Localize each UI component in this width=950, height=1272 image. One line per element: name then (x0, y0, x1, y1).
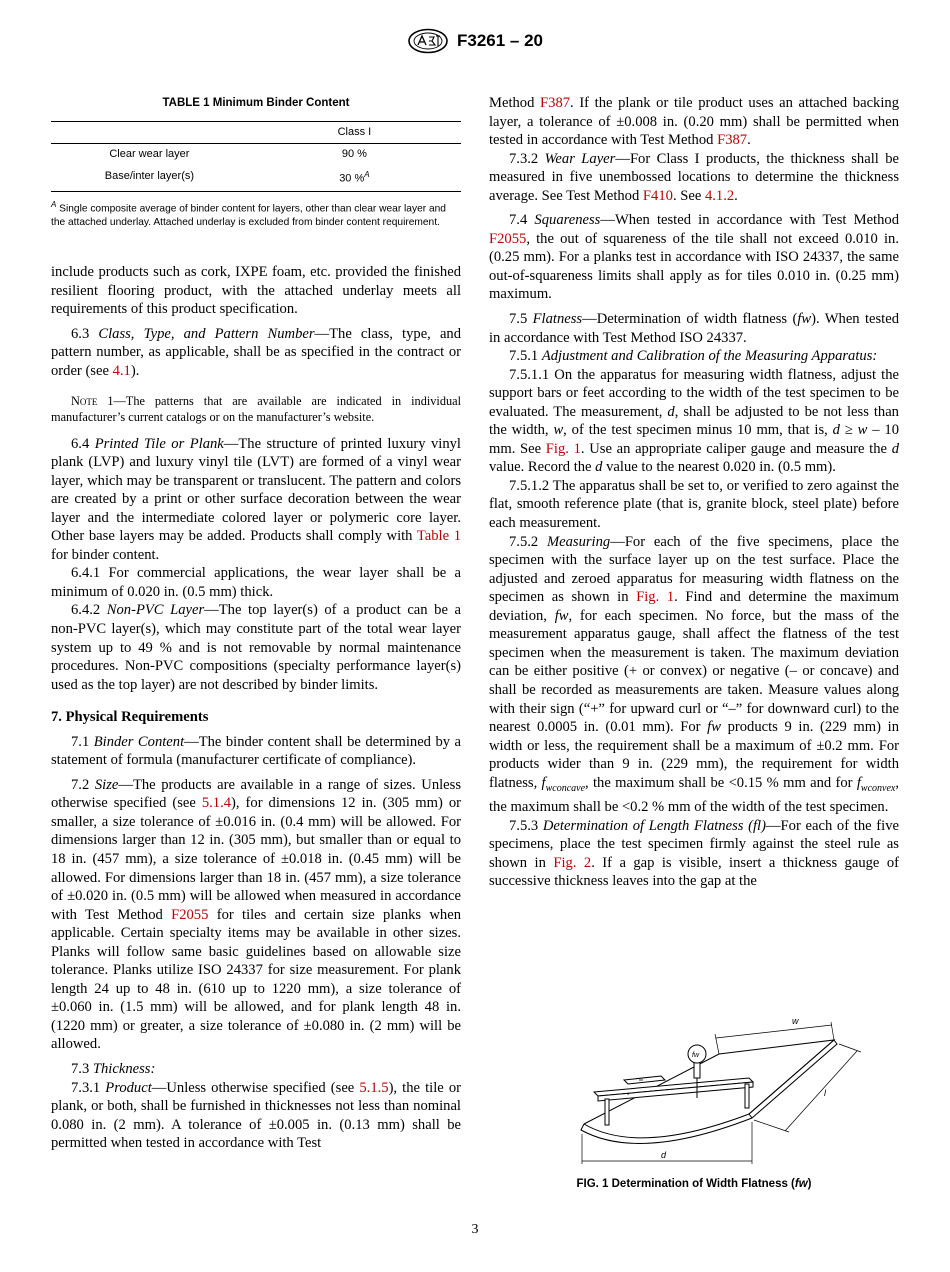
section-7-5-1: 7.5.1 Adjustment and Calibration of the Measuring Apparatus: (509, 348, 878, 365)
section-7-3-1: 7.3.1 Product—Unless otherwise specified (see 5.1.5), the tile or plank, or both, shall be furnished in thicknesses not less than nominal 0.080 in. (2 mm). A tolerance of ±0.005 in. (0.13 mm) shall be permitted when tested in accordance with Test (51, 1079, 461, 1152)
width-flatness-diagram (489, 996, 899, 1176)
section-7-3: 7.3 Thickness: (71, 1061, 156, 1078)
page-number: 3 (471, 1222, 479, 1237)
section-6-3: 6.3 Class, Type, and Pattern Number—The class, type, and pattern number, as applicable, shall be as specified in the contract or order (see 4.1). (51, 325, 462, 379)
binder-table-block (51, 94, 461, 229)
table-header-empty (51, 121, 248, 144)
section-6-4: 6.4 Printed Tile or Plank—The structure of printed luxury vinyl plank (LVP) and luxury vinyl tile (LVT) are formed of a vinyl wear layer, which may be transparent or translucent. The pattern and colors are created by a print or other surface decoration between the wear layer and the intermediate colored layer or polymeric core layer. Other base layers may be added. Products shall comply with Table 1 for binder content. (51, 435, 461, 563)
table-header-class: Class I (248, 121, 461, 144)
paragraph-continuation: Method F387. If the plank or tile product uses an attached backing layer, a tolerance of ±0.008 in. (0.20 mm) shall be permitted when tested in accordance with Test Method F387. (489, 95, 899, 149)
link-fig-1[interactable]: Fig. 1 (545, 440, 581, 457)
link-5-1-4[interactable]: 5.1.4 (201, 795, 232, 812)
page-header (0, 28, 950, 54)
right-column (489, 94, 899, 891)
section-7-5-3: 7.5.3 Determination of Length Flatness (fl)—For each of the five specimens, place the test specimen firmly against the steel rule as shown in Fig. 2. If a gap is visible, insert a thickness gauge of successive thickness leaves into the gap at the (489, 817, 900, 890)
table-title: TABLE 1 Minimum Binder Content (162, 97, 350, 109)
table-row (51, 165, 461, 192)
footnote-marker: A (364, 169, 370, 179)
section-7-5-2: 7.5.2 Measuring—For each of the five specimens, place the specimen with the surface layer up on the test surface. Place the adjusted and zeroed apparatus for measuring width flatness on the specimen as shown in Fig. 1. Find and determine the maximum deviation, fw, for each specimen. No force, but the mass of the measurement apparatus gauge, shall affect the flatness of the test specimen when the measurement is taken. The maximum deviation can be either positive (+ or convex) or negative (– or concave) and shall be recorded as measurements are taken. Measure values along with their sign (“+” for upward curl or “–” for downward curl) to the nearest 0.0005 in. (0.01 mm). For fw products 9 in. (229 mm) in width or less, the requirement shall be a maximum of ±0.2 mm. For products wider than 9 in. (229 mm), the requirement for width flatness, $f_{wconcave}$, the maximum shall be <0.15 % mm and for $f_{wconvex}$, the maximum shall be <0.2 % mm of the width of the test specimen. (489, 533, 899, 816)
link-f2055[interactable]: F2055 (489, 230, 527, 247)
table-cell-layer: Clear wear layer (109, 148, 190, 161)
document-designation: F3261 – 20 (456, 31, 543, 50)
table-cell-value: 90 % (341, 148, 367, 161)
link-f2055[interactable]: F2055 (171, 906, 209, 923)
link-table-1[interactable]: Table 1 (416, 528, 461, 545)
link-4-1[interactable]: 4.1 (112, 362, 131, 379)
figure-1 (489, 996, 899, 1181)
section-7-5-1-2: 7.5.1.2 The apparatus shall be set to, or verified to zero against the flat, smooth reference plate (that is, granite block, steel plate) before each measurement. (489, 477, 899, 532)
table-cell-layer: Base/inter layer(s) (51, 165, 248, 192)
section-7-5-1-1: 7.5.1.1 On the apparatus for measuring width flatness, adjust the support bars or feet according to the width of the test specimen to be evaluated. The measurement, d, shall be adjusted to be not less than the width, w, of the test specimen minus 10 mm, that is, d ≥ w – 10 mm. See Fig. 1. Use an appropriate caliper gauge and measure the d value. Record the d value to the nearest 0.020 in. (0.5 mm). (489, 366, 900, 476)
link-f387[interactable]: F387 (717, 132, 748, 149)
section-7-heading: 7. Physical Requirements (51, 709, 209, 726)
link-4-1-2[interactable]: 4.1.2 (704, 187, 735, 204)
link-fig-1[interactable]: Fig. 1 (636, 589, 675, 606)
section-7-1: 7.1 Binder Content—The binder content shall be determined by a statement of formula (manufacturer certificate of compliance). (51, 733, 461, 769)
section-6-4-1: 6.4.1 For commercial applications, the wear layer shall be a minimum of 0.020 in. (0.5 mm) thick. (51, 565, 461, 600)
section-7-2: 7.2 Size—The products are available in a range of sizes. Unless otherwise specified (see 5.1.4), for dimensions 12 in. (305 mm) or smaller, a size tolerance of ±0.016 in. (0.4 mm) will be allowed. For dimensions larger than 12 in. (305 mm), but smaller than or equal to 18 in. (457 mm), a size tolerance of ±0.018 in. (0.45 mm) will be allowed. For dimensions larger than 18 in. (457 mm), a size tolerance of ±0.020 in. (0.5 mm) will be allowed when measured in accordance with Test Method F2055 for tiles and certain size planks when applicable. Certain specialty items may be available in other sizes. Planks will follow same basic guidelines based on allowable size tolerance. Planks utilize ISO 24337 for size measurement. For plank length 24 up to 48 in. (610 up to 1220 mm), a size tolerance of ±0.060 in. (1.5 mm) will be allowed, and for plank length 48 in. (1220 mm) or greater, a size tolerance of ±0.080 in. (2 mm) will be allowed. (51, 776, 462, 1053)
paragraph-continuation: include products such as cork, IXPE foam, etc. provided the finished resilient flooring product, with the attached underlay meets all requirements of this product specification. (51, 264, 461, 318)
link-5-1-5[interactable]: 5.1.5 (359, 1079, 389, 1096)
section-7-5: 7.5 Flatness—Determination of width flatness (fw). When tested in accordance with Test Method ISO 24337. (489, 311, 900, 346)
note-1: Note 1—The patterns that are available are indicated in individual manufacturer’s current catalogs or on the manufacturer’s website. (51, 393, 461, 424)
link-f410[interactable]: F410 (642, 187, 673, 204)
left-column (51, 94, 461, 1153)
link-fig-2[interactable]: Fig. 2 (553, 854, 592, 871)
section-7-3-2: 7.3.2 Wear Layer—For Class I products, the thickness shall be measured in five unembossed locations to determine the thickness average. See Test Method F410. See 4.1.2. (489, 150, 899, 204)
section-7-4: 7.4 Squareness—When tested in accordance with Test Method F2055, the out of squareness of the tile shall not exceed 0.010 in. (0.25 mm). For a planks test in accordance with ISO 24337, the same out-of-squareness limits shall apply as for tiles 0.010 in. (0.25 mm) maximum. (489, 212, 900, 303)
link-f387[interactable]: F387 (540, 95, 571, 111)
label-d: d (661, 1150, 667, 1160)
binder-content-table (51, 121, 461, 192)
label-fw: fw (692, 1052, 699, 1059)
label-w: w (792, 1016, 799, 1026)
table-footnote: $^A$ Single composite average of binder content for layers, other than clear wear layer and the attached underlay. Attached underlay is excluded from binder content requirement. (51, 199, 446, 228)
table-cell-value: 30 %$^A$ (248, 165, 461, 192)
table-row (51, 144, 461, 165)
label-l: l (824, 1088, 826, 1098)
astm-logo-icon (407, 28, 449, 54)
section-6-4-2: 6.4.2 Non-PVC Layer—The top layer(s) of a product can be a non-PVC layer(s), which may constitute part of the total wear layer system up to 49 % and is not removable by normal maintenance procedures. Non-PVC compositions (specialty performance layer(s) used as the top layer) are not described by binder limits. (51, 602, 461, 693)
figure-1-caption: FIG. 1 Determination of Width Flatness (fw) (576, 1178, 812, 1190)
